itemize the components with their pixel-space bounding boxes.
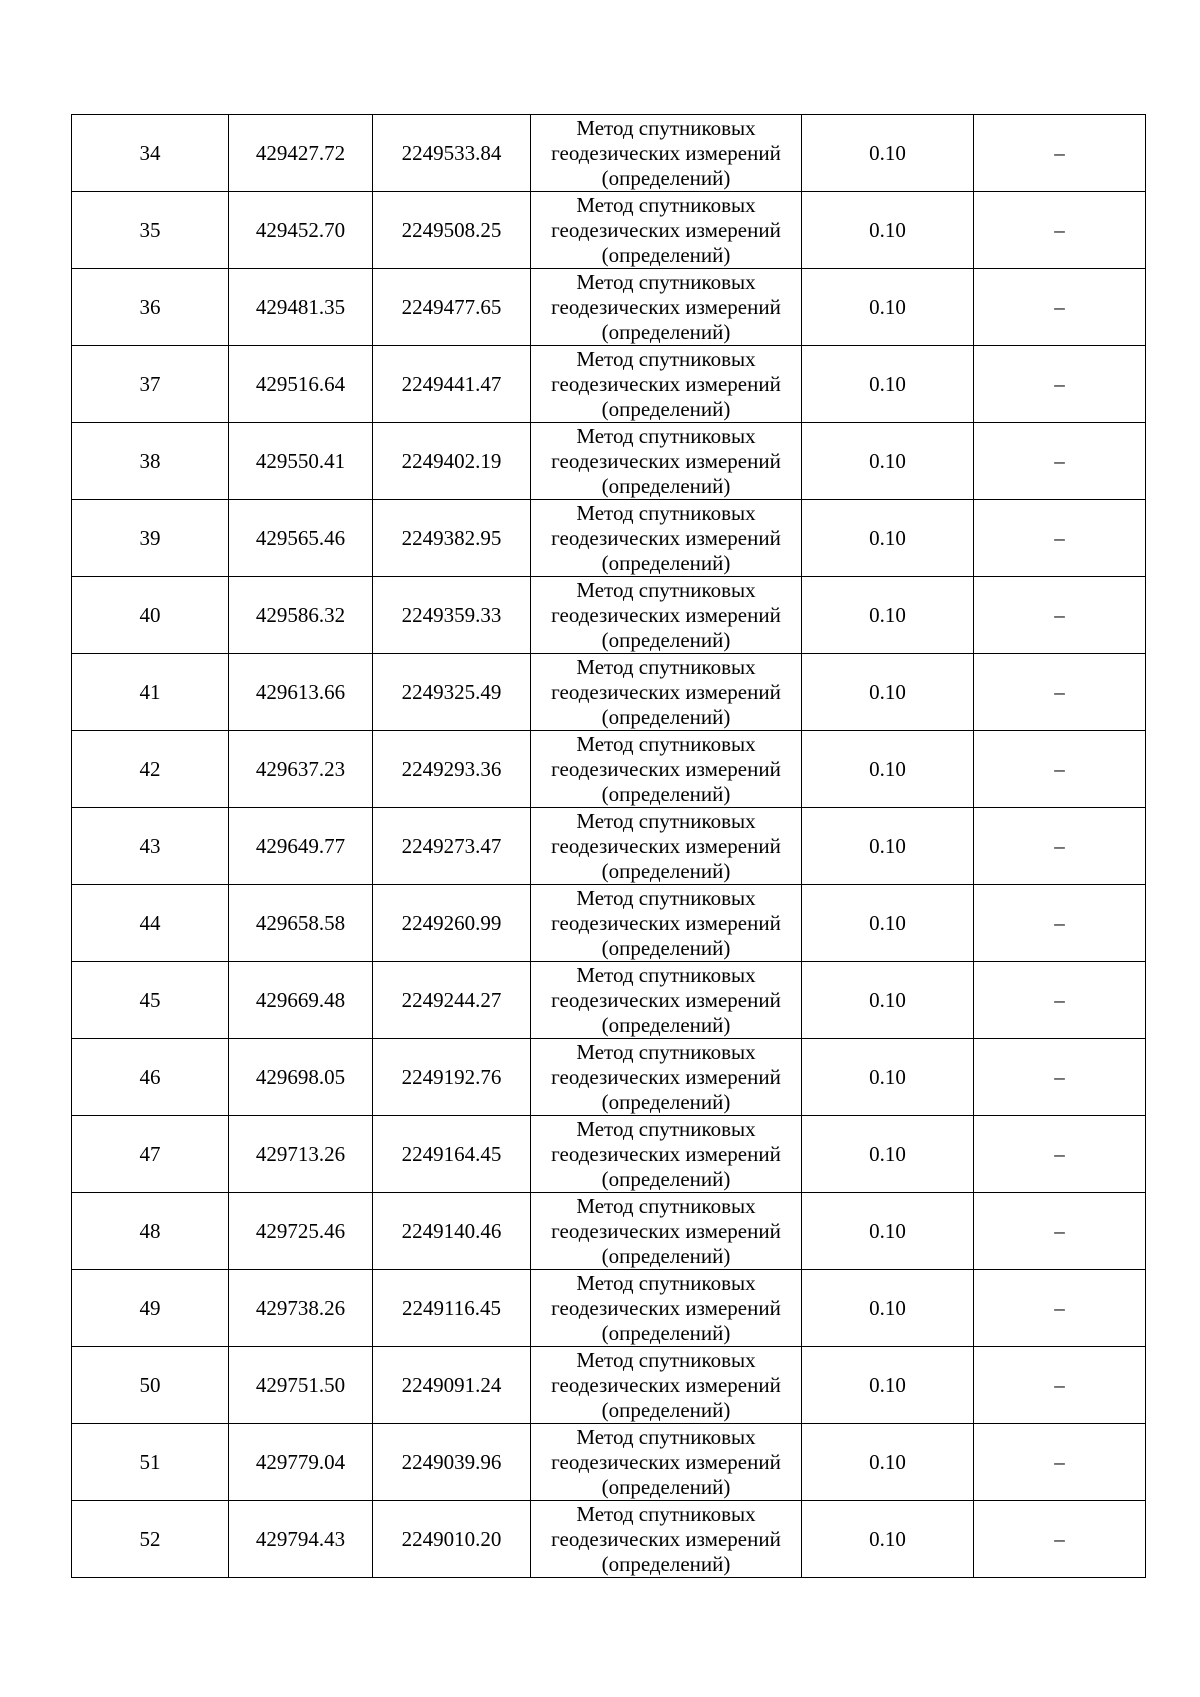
point-number-cell: 42 <box>72 731 229 808</box>
note-cell: – <box>974 1270 1146 1347</box>
x-coordinate-cell: 429649.77 <box>229 808 373 885</box>
x-coordinate-cell: 429586.32 <box>229 577 373 654</box>
method-line: Метод спутниковых <box>576 1116 756 1141</box>
point-number-cell: 47 <box>72 1116 229 1193</box>
method-line: геодезических измерений <box>551 1526 781 1551</box>
method-line: геодезических измерений <box>551 987 781 1012</box>
note-cell: – <box>974 1424 1146 1501</box>
point-number-cell: 40 <box>72 577 229 654</box>
y-coordinate-cell: 2249382.95 <box>373 500 531 577</box>
method-line: Метод спутниковых <box>576 115 756 140</box>
method-cell <box>531 1116 802 1193</box>
table-row <box>72 808 1146 885</box>
point-number-cell: 43 <box>72 808 229 885</box>
coordinates-table <box>71 114 1146 1578</box>
method-line: Метод спутниковых <box>576 1270 756 1295</box>
table-row <box>72 1039 1146 1116</box>
x-coordinate-cell: 429738.26 <box>229 1270 373 1347</box>
method-line: (определений) <box>601 165 731 190</box>
note-cell: – <box>974 500 1146 577</box>
y-coordinate-cell: 2249244.27 <box>373 962 531 1039</box>
method-line: геодезических измерений <box>551 217 781 242</box>
y-coordinate-cell: 2249402.19 <box>373 423 531 500</box>
x-coordinate-cell: 429613.66 <box>229 654 373 731</box>
table-row <box>72 346 1146 423</box>
method-line: (определений) <box>601 1243 731 1268</box>
x-coordinate-cell: 429565.46 <box>229 500 373 577</box>
note-cell: – <box>974 1039 1146 1116</box>
point-number-cell: 39 <box>72 500 229 577</box>
y-coordinate-cell: 2249091.24 <box>373 1347 531 1424</box>
table-row <box>72 1116 1146 1193</box>
x-coordinate-cell: 429637.23 <box>229 731 373 808</box>
point-number-cell: 50 <box>72 1347 229 1424</box>
method-line: Метод спутниковых <box>576 808 756 833</box>
table-row <box>72 1424 1146 1501</box>
method-line: геодезических измерений <box>551 448 781 473</box>
method-line: Метод спутниковых <box>576 731 756 756</box>
method-line: (определений) <box>601 550 731 575</box>
method-line: Метод спутниковых <box>576 1193 756 1218</box>
note-cell: – <box>974 808 1146 885</box>
method-line: Метод спутниковых <box>576 1501 756 1526</box>
method-line: геодезических измерений <box>551 1372 781 1397</box>
method-line: (определений) <box>601 1397 731 1422</box>
accuracy-cell: 0.10 <box>802 1039 974 1116</box>
point-number-cell: 34 <box>72 115 229 192</box>
method-line: (определений) <box>601 935 731 960</box>
point-number-cell: 38 <box>72 423 229 500</box>
method-cell <box>531 1347 802 1424</box>
note-cell: – <box>974 885 1146 962</box>
y-coordinate-cell: 2249140.46 <box>373 1193 531 1270</box>
method-line: (определений) <box>601 1551 731 1576</box>
method-line: геодезических измерений <box>551 679 781 704</box>
y-coordinate-cell: 2249508.25 <box>373 192 531 269</box>
x-coordinate-cell: 429550.41 <box>229 423 373 500</box>
accuracy-cell: 0.10 <box>802 500 974 577</box>
table-row <box>72 577 1146 654</box>
note-cell: – <box>974 269 1146 346</box>
method-line: (определений) <box>601 1474 731 1499</box>
table-row <box>72 423 1146 500</box>
accuracy-cell: 0.10 <box>802 1424 974 1501</box>
point-number-cell: 37 <box>72 346 229 423</box>
method-cell <box>531 500 802 577</box>
note-cell: – <box>974 115 1146 192</box>
method-line: геодезических измерений <box>551 1141 781 1166</box>
method-line: (определений) <box>601 1320 731 1345</box>
note-cell: – <box>974 346 1146 423</box>
method-line: Метод спутниковых <box>576 1424 756 1449</box>
method-line: (определений) <box>601 781 731 806</box>
method-line: Метод спутниковых <box>576 1039 756 1064</box>
table-row <box>72 731 1146 808</box>
accuracy-cell: 0.10 <box>802 654 974 731</box>
method-cell <box>531 731 802 808</box>
method-line: геодезических измерений <box>551 140 781 165</box>
accuracy-cell: 0.10 <box>802 1347 974 1424</box>
accuracy-cell: 0.10 <box>802 269 974 346</box>
accuracy-cell: 0.10 <box>802 731 974 808</box>
method-line: Метод спутниковых <box>576 269 756 294</box>
note-cell: – <box>974 577 1146 654</box>
note-cell: – <box>974 1347 1146 1424</box>
accuracy-cell: 0.10 <box>802 1501 974 1578</box>
table-row <box>72 192 1146 269</box>
method-line: Метод спутниковых <box>576 654 756 679</box>
method-line: геодезических измерений <box>551 1295 781 1320</box>
note-cell: – <box>974 423 1146 500</box>
method-line: (определений) <box>601 704 731 729</box>
method-cell <box>531 115 802 192</box>
accuracy-cell: 0.10 <box>802 1270 974 1347</box>
y-coordinate-cell: 2249293.36 <box>373 731 531 808</box>
method-cell <box>531 269 802 346</box>
method-line: Метод спутниковых <box>576 346 756 371</box>
note-cell: – <box>974 654 1146 731</box>
method-line: Метод спутниковых <box>576 577 756 602</box>
accuracy-cell: 0.10 <box>802 962 974 1039</box>
note-cell: – <box>974 1501 1146 1578</box>
note-cell: – <box>974 731 1146 808</box>
table-row <box>72 115 1146 192</box>
note-cell: – <box>974 1116 1146 1193</box>
method-cell <box>531 962 802 1039</box>
method-line: геодезических измерений <box>551 294 781 319</box>
x-coordinate-cell: 429427.72 <box>229 115 373 192</box>
method-line: Метод спутниковых <box>576 192 756 217</box>
accuracy-cell: 0.10 <box>802 1116 974 1193</box>
method-cell <box>531 192 802 269</box>
point-number-cell: 45 <box>72 962 229 1039</box>
table-row <box>72 1270 1146 1347</box>
method-line: геодезических измерений <box>551 1218 781 1243</box>
table-row <box>72 885 1146 962</box>
method-cell <box>531 1270 802 1347</box>
method-cell <box>531 1039 802 1116</box>
y-coordinate-cell: 2249477.65 <box>373 269 531 346</box>
y-coordinate-cell: 2249260.99 <box>373 885 531 962</box>
x-coordinate-cell: 429516.64 <box>229 346 373 423</box>
method-line: (определений) <box>601 858 731 883</box>
y-coordinate-cell: 2249164.45 <box>373 1116 531 1193</box>
y-coordinate-cell: 2249010.20 <box>373 1501 531 1578</box>
method-cell <box>531 1424 802 1501</box>
method-line: (определений) <box>601 473 731 498</box>
point-number-cell: 51 <box>72 1424 229 1501</box>
accuracy-cell: 0.10 <box>802 346 974 423</box>
method-line: (определений) <box>601 319 731 344</box>
x-coordinate-cell: 429698.05 <box>229 1039 373 1116</box>
method-line: Метод спутниковых <box>576 962 756 987</box>
method-line: геодезических измерений <box>551 833 781 858</box>
method-line: Метод спутниковых <box>576 1347 756 1372</box>
x-coordinate-cell: 429779.04 <box>229 1424 373 1501</box>
x-coordinate-cell: 429751.50 <box>229 1347 373 1424</box>
note-cell: – <box>974 1193 1146 1270</box>
table-row <box>72 500 1146 577</box>
y-coordinate-cell: 2249359.33 <box>373 577 531 654</box>
y-coordinate-cell: 2249441.47 <box>373 346 531 423</box>
table-row <box>72 1501 1146 1578</box>
note-cell: – <box>974 962 1146 1039</box>
x-coordinate-cell: 429669.48 <box>229 962 373 1039</box>
method-line: (определений) <box>601 1089 731 1114</box>
method-line: Метод спутниковых <box>576 885 756 910</box>
accuracy-cell: 0.10 <box>802 423 974 500</box>
table-row <box>72 654 1146 731</box>
method-line: геодезических измерений <box>551 1449 781 1474</box>
accuracy-cell: 0.10 <box>802 577 974 654</box>
y-coordinate-cell: 2249273.47 <box>373 808 531 885</box>
method-line: (определений) <box>601 396 731 421</box>
x-coordinate-cell: 429794.43 <box>229 1501 373 1578</box>
method-cell <box>531 885 802 962</box>
y-coordinate-cell: 2249192.76 <box>373 1039 531 1116</box>
method-cell <box>531 1193 802 1270</box>
accuracy-cell: 0.10 <box>802 885 974 962</box>
method-line: геодезических измерений <box>551 756 781 781</box>
note-cell: – <box>974 192 1146 269</box>
method-line: (определений) <box>601 1166 731 1191</box>
method-cell <box>531 423 802 500</box>
accuracy-cell: 0.10 <box>802 1193 974 1270</box>
table-row <box>72 269 1146 346</box>
method-cell <box>531 654 802 731</box>
x-coordinate-cell: 429658.58 <box>229 885 373 962</box>
method-line: (определений) <box>601 627 731 652</box>
method-line: геодезических измерений <box>551 371 781 396</box>
point-number-cell: 52 <box>72 1501 229 1578</box>
point-number-cell: 41 <box>72 654 229 731</box>
method-cell <box>531 577 802 654</box>
y-coordinate-cell: 2249533.84 <box>373 115 531 192</box>
point-number-cell: 35 <box>72 192 229 269</box>
method-line: геодезических измерений <box>551 910 781 935</box>
point-number-cell: 48 <box>72 1193 229 1270</box>
method-line: Метод спутниковых <box>576 423 756 448</box>
y-coordinate-cell: 2249325.49 <box>373 654 531 731</box>
method-cell <box>531 1501 802 1578</box>
x-coordinate-cell: 429713.26 <box>229 1116 373 1193</box>
y-coordinate-cell: 2249116.45 <box>373 1270 531 1347</box>
y-coordinate-cell: 2249039.96 <box>373 1424 531 1501</box>
point-number-cell: 36 <box>72 269 229 346</box>
table-row <box>72 1193 1146 1270</box>
accuracy-cell: 0.10 <box>802 192 974 269</box>
coordinates-table-body <box>72 115 1146 1578</box>
method-line: геодезических измерений <box>551 1064 781 1089</box>
method-line: (определений) <box>601 1012 731 1037</box>
method-cell <box>531 808 802 885</box>
accuracy-cell: 0.10 <box>802 115 974 192</box>
method-line: геодезических измерений <box>551 525 781 550</box>
x-coordinate-cell: 429481.35 <box>229 269 373 346</box>
point-number-cell: 44 <box>72 885 229 962</box>
table-row <box>72 962 1146 1039</box>
table-row <box>72 1347 1146 1424</box>
x-coordinate-cell: 429452.70 <box>229 192 373 269</box>
accuracy-cell: 0.10 <box>802 808 974 885</box>
point-number-cell: 49 <box>72 1270 229 1347</box>
method-line: геодезических измерений <box>551 602 781 627</box>
method-line: (определений) <box>601 242 731 267</box>
x-coordinate-cell: 429725.46 <box>229 1193 373 1270</box>
method-cell <box>531 346 802 423</box>
method-line: Метод спутниковых <box>576 500 756 525</box>
point-number-cell: 46 <box>72 1039 229 1116</box>
